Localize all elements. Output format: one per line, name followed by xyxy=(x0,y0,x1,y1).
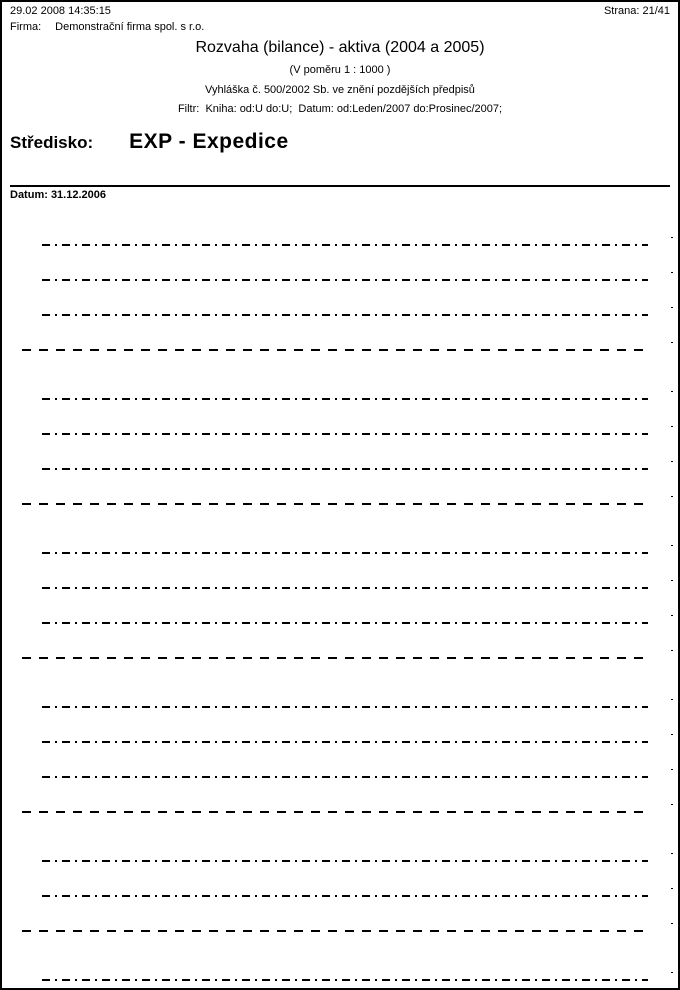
section-header-row xyxy=(2,511,678,525)
column-subtotal xyxy=(671,972,673,973)
column-subtotal xyxy=(671,391,673,392)
column-subtotal-row xyxy=(2,845,678,858)
column-subtotal-row xyxy=(2,607,678,620)
column-subtotal xyxy=(671,342,673,343)
column-subtotal-row xyxy=(2,796,678,809)
section-number xyxy=(22,819,39,833)
column-row xyxy=(2,252,678,264)
column-subtotal-row xyxy=(2,726,678,739)
company-row xyxy=(10,21,670,34)
column-separator xyxy=(42,552,648,554)
cost-center-value: EXP - Expedice xyxy=(129,130,289,153)
column-separator xyxy=(42,895,648,897)
ratio-note: (V poměru 1 : 1000 ) xyxy=(289,64,391,76)
column-row xyxy=(2,217,678,229)
column-subtotal xyxy=(671,237,673,238)
column-subtotal xyxy=(671,426,673,427)
column-subtotal-row xyxy=(2,761,678,774)
section-number xyxy=(22,511,39,525)
column-subtotal xyxy=(671,580,673,581)
column-subtotal-row xyxy=(2,915,678,928)
column-subtotal-row xyxy=(2,264,678,277)
report-section xyxy=(2,357,678,505)
company-label: Firma: xyxy=(10,21,42,33)
section-code-title xyxy=(45,819,673,833)
column-subtotal xyxy=(671,734,673,735)
column-separator xyxy=(42,433,648,435)
section-separator xyxy=(22,930,651,932)
section-header-row xyxy=(2,819,678,833)
column-subtotal xyxy=(671,888,673,889)
section-header-row xyxy=(2,665,678,679)
section-separator xyxy=(22,349,651,351)
column-subtotal-row xyxy=(2,488,678,501)
section-number xyxy=(22,938,39,952)
report-section xyxy=(2,665,678,813)
column-row xyxy=(2,322,678,334)
column-row xyxy=(2,595,678,607)
section-number xyxy=(22,357,39,371)
column-row xyxy=(2,560,678,572)
section-separator xyxy=(22,811,651,813)
column-subtotal xyxy=(671,923,673,924)
column-separator xyxy=(42,776,648,778)
column-subtotal-row xyxy=(2,572,678,585)
column-row xyxy=(2,406,678,418)
column-separator xyxy=(42,279,648,281)
header-row xyxy=(10,5,670,18)
regulation-note: Vyhláška č. 500/2002 Sb. ve znění pozdějších předpisů xyxy=(205,84,475,96)
column-separator xyxy=(42,706,648,708)
section-separator xyxy=(22,657,651,659)
column-row xyxy=(2,784,678,796)
cost-center-row xyxy=(10,130,670,154)
column-row xyxy=(2,749,678,761)
column-row xyxy=(2,630,678,642)
column-row xyxy=(2,833,678,845)
print-datetime: 29.02 2008 14:35:15 xyxy=(10,5,111,17)
section-code-title xyxy=(45,938,673,952)
column-separator xyxy=(42,741,648,743)
column-subtotal xyxy=(671,545,673,546)
section-separator xyxy=(42,979,648,981)
column-subtotal-row xyxy=(2,537,678,550)
filter-line: Filtr: Kniha: od:U do:U; Datum: od:Leden/2007 do:Prosinec/2007; xyxy=(177,103,503,115)
column-subtotal xyxy=(671,307,673,308)
column-subtotal xyxy=(671,769,673,770)
section-separator xyxy=(22,503,651,505)
column-separator xyxy=(42,468,648,470)
column-subtotal-row xyxy=(2,453,678,466)
column-subtotal-row xyxy=(2,229,678,242)
report-section xyxy=(2,511,678,659)
column-separator xyxy=(42,860,648,862)
report-title: Rozvaha (bilance) - aktiva (2004 a 2005) xyxy=(195,39,485,56)
column-subtotal-row xyxy=(2,880,678,893)
column-row xyxy=(2,903,678,915)
column-subtotal xyxy=(671,804,673,805)
column-row xyxy=(2,476,678,488)
page-number: Strana: 21/41 xyxy=(603,5,670,17)
section-header-row xyxy=(2,203,678,217)
column-subtotal-row xyxy=(2,691,678,704)
column-row xyxy=(2,287,678,299)
date-heading: Datum: 31.12.2006 xyxy=(10,189,106,201)
column-subtotal-row xyxy=(2,642,678,655)
section-code-title xyxy=(45,203,673,217)
report-section xyxy=(2,203,678,351)
section-number xyxy=(22,665,39,679)
header-rule xyxy=(10,185,670,187)
company-name: Demonstrační firma spol. s r.o. xyxy=(55,21,205,33)
column-subtotal-row xyxy=(2,334,678,347)
column-separator xyxy=(42,314,648,316)
report-body xyxy=(2,203,678,981)
column-row xyxy=(2,679,678,691)
column-separator xyxy=(42,244,648,246)
report-section xyxy=(2,938,678,981)
column-separator xyxy=(42,622,648,624)
section-header-row xyxy=(2,938,678,952)
column-subtotal xyxy=(671,853,673,854)
section-code-title xyxy=(45,511,673,525)
section-code-title xyxy=(45,357,673,371)
column-row xyxy=(2,441,678,453)
column-subtotal-row xyxy=(2,964,678,977)
column-subtotal xyxy=(671,650,673,651)
column-subtotal xyxy=(671,699,673,700)
column-subtotal xyxy=(671,461,673,462)
column-row xyxy=(2,714,678,726)
column-separator xyxy=(42,587,648,589)
column-subtotal xyxy=(671,496,673,497)
section-header-row xyxy=(2,357,678,371)
cost-center-label: Středisko: xyxy=(10,133,94,152)
column-subtotal xyxy=(671,615,673,616)
report-section xyxy=(2,819,678,932)
column-row xyxy=(2,371,678,383)
column-row xyxy=(2,868,678,880)
section-number xyxy=(22,203,39,217)
column-row xyxy=(2,525,678,537)
column-subtotal-row xyxy=(2,383,678,396)
column-separator xyxy=(42,398,648,400)
column-subtotal xyxy=(671,272,673,273)
column-subtotal-row xyxy=(2,418,678,431)
column-row xyxy=(2,952,678,964)
section-code-title xyxy=(45,665,673,679)
column-subtotal-row xyxy=(2,299,678,312)
